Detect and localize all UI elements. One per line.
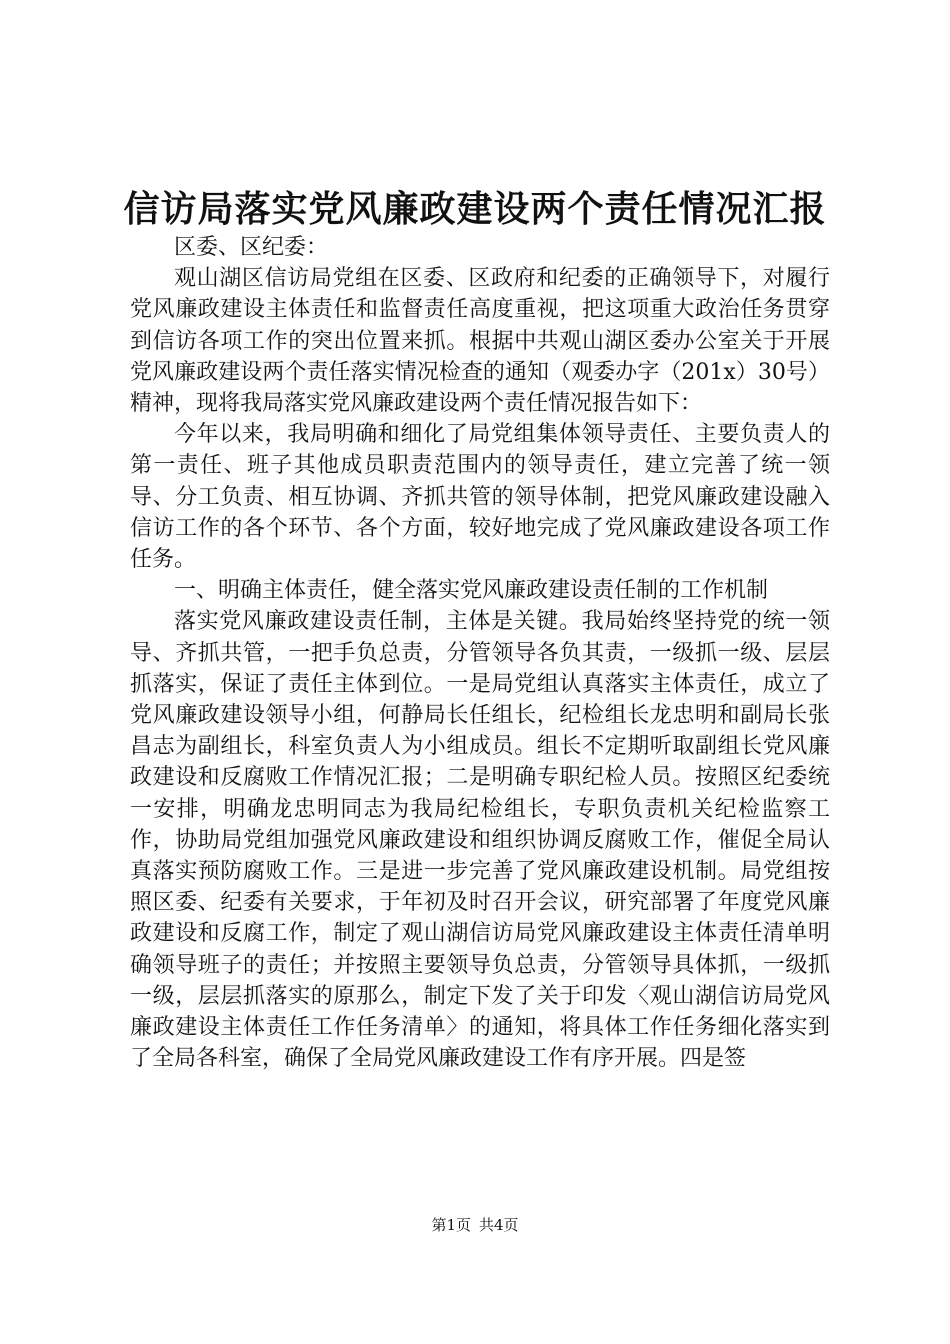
page-number: 第1页 <box>431 1216 471 1234</box>
body-paragraph: 今年以来，我局明确和细化了局党组集体领导责任、主要负责人的第一责任、班子其他成员职责范围内的领导责任，建立完善了统一领导、分工负责、相互协调、齐抓共管的领导体制，把党风廉政建设融入信访工作的各个环节、各个方面，较好地完成了党风廉政建设各项工作任务。 <box>130 422 830 573</box>
salutation: 区委、区纪委： <box>174 235 329 260</box>
body-paragraph: 落实党风廉政建设责任制，主体是关键。我局始终坚持党的统一领导、齐抓共管，一把手负总责，分管领导各负其责，一级抓一级、层层抓落实，保证了责任主体到位。一是局党组认真落实主体责任，成立了党风廉政建设领导小组，何静局长任组长，纪检组长龙忠明和副局长张昌志为副组长，科室负责人为小组成员。组长不定期听取副组长党风廉政建设和反腐败工作情况汇报；二是明确专职纪检人员。按照区纪委统一安排，明确龙忠明同志为我局纪检组长，专职负责机关纪检监察工作，协助局党组加强党风廉政建设和组织协调反腐败工作，催促全局认真落实预防腐败工作。三是进一步完善了党风廉政建设机制。局党组按照区委、纪委有关要求，于年初及时召开会议，研究部署了年度党风廉政建设和反腐工作，制定了观山湖信访局党风廉政建设主体责任清单明确领导班子的责任；并按照主要领导负总责，分管领导具体抓，一级抓一级，层层抓落实的原那么，制定下发了关于印发〈观山湖信访局党风廉政建设主体责任工作任务清单〉的通知，将具体工作任务细化落实到了全局各科室，确保了全局党风廉政建设工作有序开展。四是签 <box>130 609 830 1072</box>
page-footer <box>0 1214 950 1235</box>
document-body <box>130 232 830 1074</box>
body-paragraph: 观山湖区信访局党组在区委、区政府和纪委的正确领导下，对履行党风廉政建设主体责任和监督责任高度重视，把这项重大政治任务贯穿到信访各项工作的突出位置来抓。根据中共观山湖区委办公室关于开展党风廉政建设两个责任落实情况检查的通知（观委办字（201x）30号）精神，现将我局落实党风廉政建设两个责任情况报告如下： <box>130 266 830 417</box>
section-heading: 一、明确主体责任，健全落实党风廉政建设责任制的工作机制 <box>174 578 769 604</box>
page-total: 共4页 <box>479 1216 519 1234</box>
document-title: 信访局落实党风廉政建设两个责任情况汇报 <box>123 188 827 230</box>
